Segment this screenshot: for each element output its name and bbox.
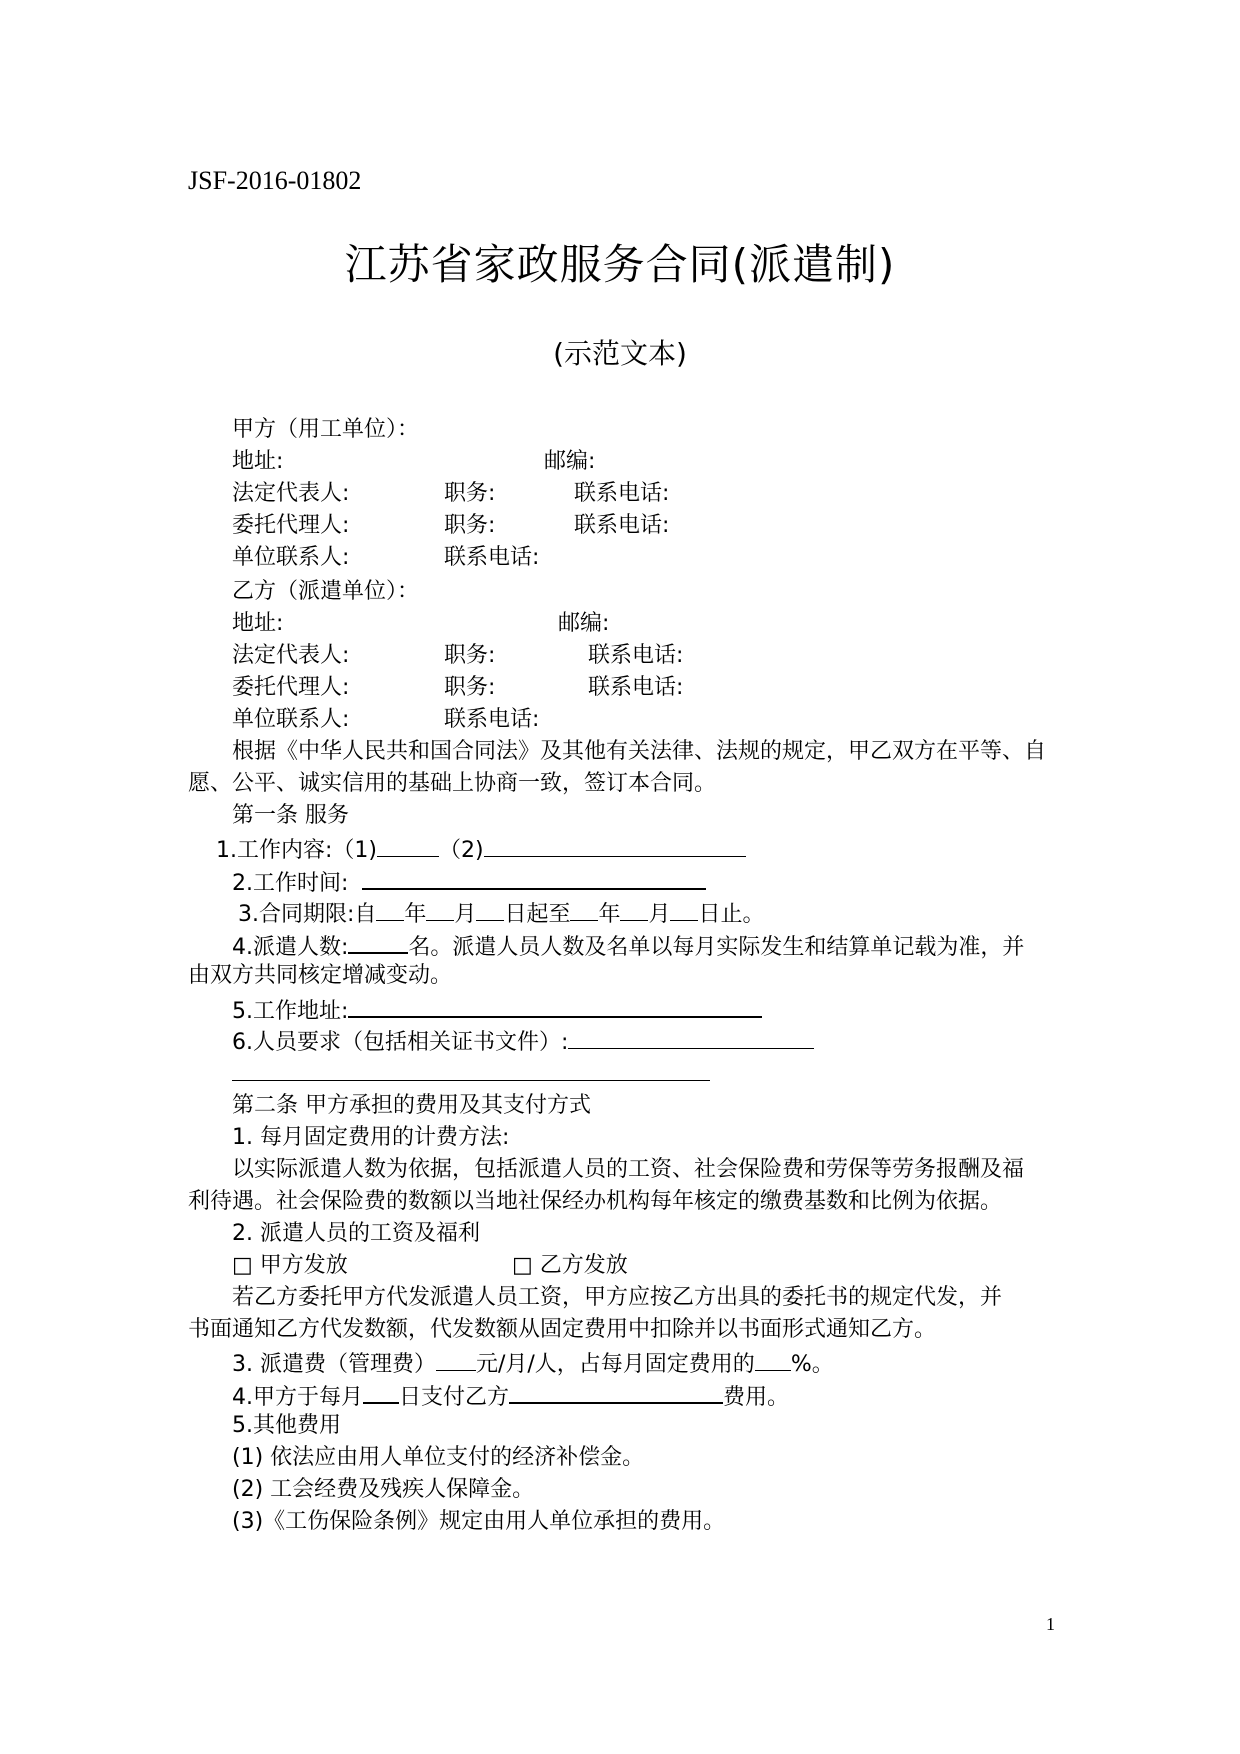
party-a-address-label: 地址:	[232, 449, 284, 474]
article-2-item-3	[232, 1346, 834, 1378]
party-a-phone-label: 联系电话:	[574, 481, 670, 506]
personnel-requirement-blank[interactable]	[568, 1024, 814, 1049]
work-content-mid-label: （2)	[438, 838, 484, 863]
party-b-position-label-2: 职务:	[444, 675, 496, 700]
party-a-position-label-2: 职务:	[444, 513, 496, 538]
contract-subtitle: (示范文本)	[553, 337, 687, 370]
article-1-item-2	[232, 864, 706, 896]
payment-day-label: 4.甲方于每月	[232, 1385, 363, 1410]
document-code: JSF-2016-01802	[188, 166, 362, 195]
start-month-label: 月	[454, 902, 477, 927]
start-month-blank[interactable]	[426, 896, 454, 921]
article-1-item-3	[238, 896, 765, 928]
contract-title: 江苏省家政服务合同(派遣制)	[344, 240, 896, 289]
management-fee-percent-blank[interactable]	[755, 1346, 791, 1371]
party-b-address-label: 地址:	[232, 611, 284, 636]
article-2-item-2: 2. 派遣人员的工资及福利	[232, 1221, 480, 1246]
management-fee-unit: 元/月/人，占每月固定费用的	[475, 1352, 755, 1377]
party-b-phone-label: 联系电话:	[588, 643, 684, 668]
option-party-a-pays-checkbox[interactable]: □ 甲方发放	[232, 1253, 348, 1278]
payment-day-blank[interactable]	[363, 1378, 399, 1404]
start-year-blank[interactable]	[376, 896, 404, 921]
party-b-heading: 乙方（派遣单位）：	[232, 579, 420, 604]
other-fee-1: (1) 依法应由用人单位支付的经济补偿金。	[232, 1445, 645, 1470]
article-2-item-4	[232, 1378, 789, 1410]
work-time-gap	[348, 866, 362, 890]
party-a-contact-label: 单位联系人:	[232, 545, 350, 570]
payment-amount-blank[interactable]	[509, 1378, 723, 1404]
work-content-blank-2[interactable]	[484, 832, 746, 857]
preamble-line-2: 愿、公平、诚实信用的基础上协商一致，签订本合同。	[188, 771, 717, 796]
end-month-label: 月	[648, 902, 671, 927]
article-2-item-1-text-2: 利待遇。社会保险费的数额以当地社保经办机构每年核定的缴费基数和比例为依据。	[188, 1189, 1003, 1214]
article-2-heading: 第二条 甲方承担的费用及其支付方式	[232, 1093, 591, 1118]
work-address-blank[interactable]	[348, 992, 762, 1018]
page-number: 1	[1046, 1614, 1055, 1634]
start-day-blank[interactable]	[476, 896, 504, 921]
article-1-item-5	[232, 992, 762, 1024]
article-1-heading: 第一条 服务	[232, 803, 349, 828]
work-content-blank-1[interactable]	[377, 832, 439, 857]
other-fee-3: (3)《工伤保险条例》规定由用人单位承担的费用。	[232, 1509, 726, 1534]
management-fee-label: 3. 派遣费（管理费）	[232, 1352, 436, 1377]
contract-period-label: 3.合同期限:自	[238, 902, 377, 927]
start-year-label: 年	[404, 902, 427, 927]
party-a-legal-rep-label: 法定代表人:	[232, 481, 350, 506]
article-1-item-6	[232, 1024, 814, 1056]
dispatch-count-text: 名。派遣人员人数及名单以每月实际发生和结算单记载为准，并	[408, 935, 1025, 960]
party-a-agent-label: 委托代理人:	[232, 513, 350, 538]
party-b-postcode-label: 邮编:	[558, 611, 610, 636]
end-year-blank[interactable]	[570, 896, 598, 921]
party-b-position-label: 职务:	[444, 643, 496, 668]
end-day-label: 日止。	[698, 902, 765, 927]
party-b-phone-label-2: 联系电话:	[588, 675, 684, 700]
other-fee-2: (2) 工会经费及残疾人保障金。	[232, 1477, 535, 1502]
dispatch-count-blank[interactable]	[348, 928, 408, 954]
party-b-legal-rep-label: 法定代表人:	[232, 643, 350, 668]
article-1-item-4-line-2: 由双方共同核定增减变动。	[188, 963, 453, 988]
party-a-heading: 甲方（用工单位）：	[232, 417, 420, 442]
end-year-label: 年	[598, 902, 621, 927]
article-2-item-5: 5.其他费用	[232, 1413, 341, 1438]
article-2-item-1: 1. 每月固定费用的计费方法:	[232, 1125, 510, 1150]
article-2-item-2-text-1: 若乙方委托甲方代发派遣人员工资，甲方应按乙方出具的委托书的规定代发，并	[232, 1285, 1003, 1310]
personnel-requirement-label: 6.人员要求（包括相关证书文件）:	[232, 1030, 569, 1055]
end-day-blank[interactable]	[670, 896, 698, 921]
party-b-agent-label: 委托代理人:	[232, 675, 350, 700]
party-a-contact-phone-label: 联系电话:	[444, 545, 540, 570]
preamble-line-1: 根据《中华人民共和国合同法》及其他有关法律、法规的规定，甲乙双方在平等、自	[232, 739, 1047, 764]
management-fee-amount-blank[interactable]	[436, 1346, 476, 1371]
start-day-label: 日起至	[504, 902, 571, 927]
party-b-contact-phone-label: 联系电话:	[444, 707, 540, 732]
party-a-phone-label-2: 联系电话:	[574, 513, 670, 538]
management-fee-percent-label: %。	[790, 1352, 834, 1377]
dispatch-count-label: 4.派遣人数:	[232, 935, 349, 960]
payment-to-label: 日支付乙方	[399, 1385, 510, 1410]
party-a-position-label: 职务:	[444, 481, 496, 506]
article-1-item-4	[232, 928, 1024, 960]
work-content-label: 1.工作内容:（1)	[216, 838, 377, 863]
work-time-blank[interactable]	[362, 864, 706, 890]
article-1-item-1	[216, 832, 746, 864]
payment-fee-label: 费用。	[723, 1385, 790, 1410]
article-2-item-1-text-1: 以实际派遣人数为依据，包括派遣人员的工资、社会保险费和劳保等劳务报酬及福	[232, 1157, 1025, 1182]
work-address-label: 5.工作地址:	[232, 999, 349, 1024]
party-a-postcode-label: 邮编:	[544, 449, 596, 474]
work-time-label: 2.工作时间:	[232, 871, 349, 896]
personnel-requirement-blank-line-2[interactable]	[232, 1080, 710, 1081]
party-b-contact-label: 单位联系人:	[232, 707, 350, 732]
article-2-item-2-text-2: 书面通知乙方代发数额，代发数额从固定费用中扣除并以书面形式通知乙方。	[188, 1317, 937, 1342]
option-party-b-pays-checkbox[interactable]: □ 乙方发放	[512, 1253, 628, 1278]
end-month-blank[interactable]	[620, 896, 648, 921]
